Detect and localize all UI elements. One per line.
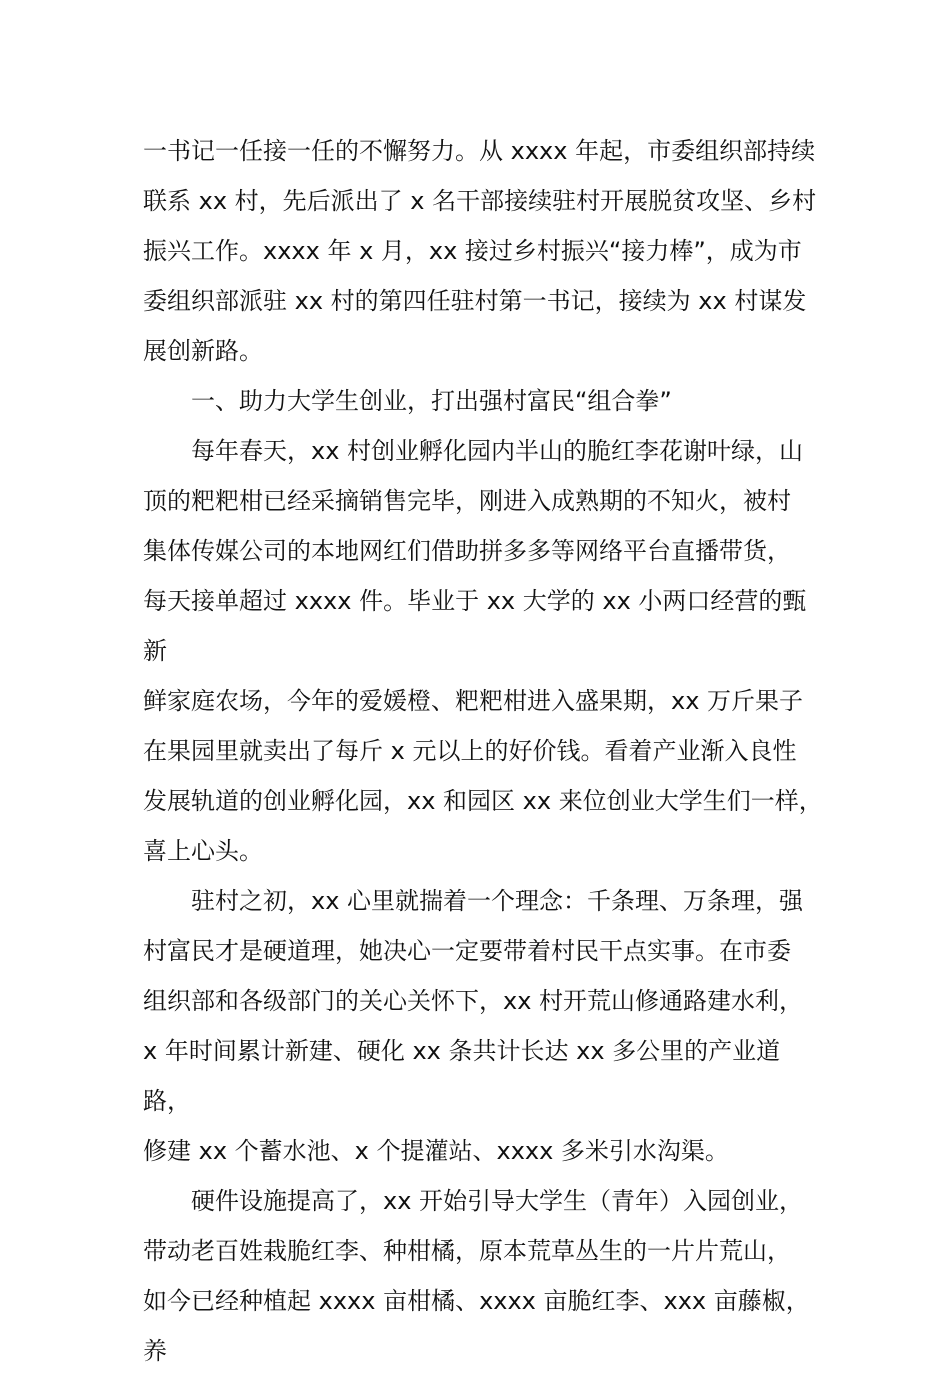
section-heading: 一、助力大学生创业，打出强村富民“组合拳” (191, 387, 672, 415)
body-paragraph: 一书记一任接一任的不懈努力。从 xxxx 年起，市委组织部持续 联系 xx 村，先后派出了 x 名干部接续驻村开展脱贫攻坚、乡村 振兴工作。xxxx 年 x 月，xx 接过乡村振兴“接力棒”，成为市 委组织部派驻 xx 村的第四任驻村第一书记，接续为 xx 村谋发 展创新路。 (143, 137, 817, 365)
document-body (143, 126, 823, 1376)
body-paragraph: 驻村之初，xx 心里就揣着一个理念：千条理、万条理，强 村富民才是硬道理，她决心一定要带着村民干点实事。在市委 组织部和各级部门的关心关怀下，xx 村开荒山修通路建水利， x 年时间累计新建、硬化 xx 条共计长达 xx 多公里的产业道路， 修建 xx 个蓄水池、x 个提灌站、xxxx 多米引水沟渠。 (143, 887, 804, 1165)
body-paragraph: 每年春天，xx 村创业孵化园内半山的脆红李花谢叶绿，山 顶的粑粑柑已经采摘销售完毕，刚进入成熟期的不知火，被村 集体传媒公司的本地网红们借助拼多多等网络平台直播带货， 每天接单超过 xxxx 件。毕业于 xx 大学的 xx 小两口经营的甄新 鲜家庭农场，今年的爱媛橙、粑粑柑进入盛果期，xx 万斤果子 在果园里就卖出了每斤 x 元以上的好价钱。看着产业渐入良性 发展轨道的创业孵化园，xx 和园区 xx 来位创业大学生们一样， 喜上心头。 (143, 437, 823, 865)
body-paragraph: 硬件设施提高了，xx 开始引导大学生（青年）入园创业， 带动老百姓栽脆红李、种柑橘，原本荒草丛生的一片片荒山， 如今已经种植起 xxxx 亩柑橘、xxxx 亩脆红李、xxx 亩藤椒，养 (143, 1187, 810, 1365)
